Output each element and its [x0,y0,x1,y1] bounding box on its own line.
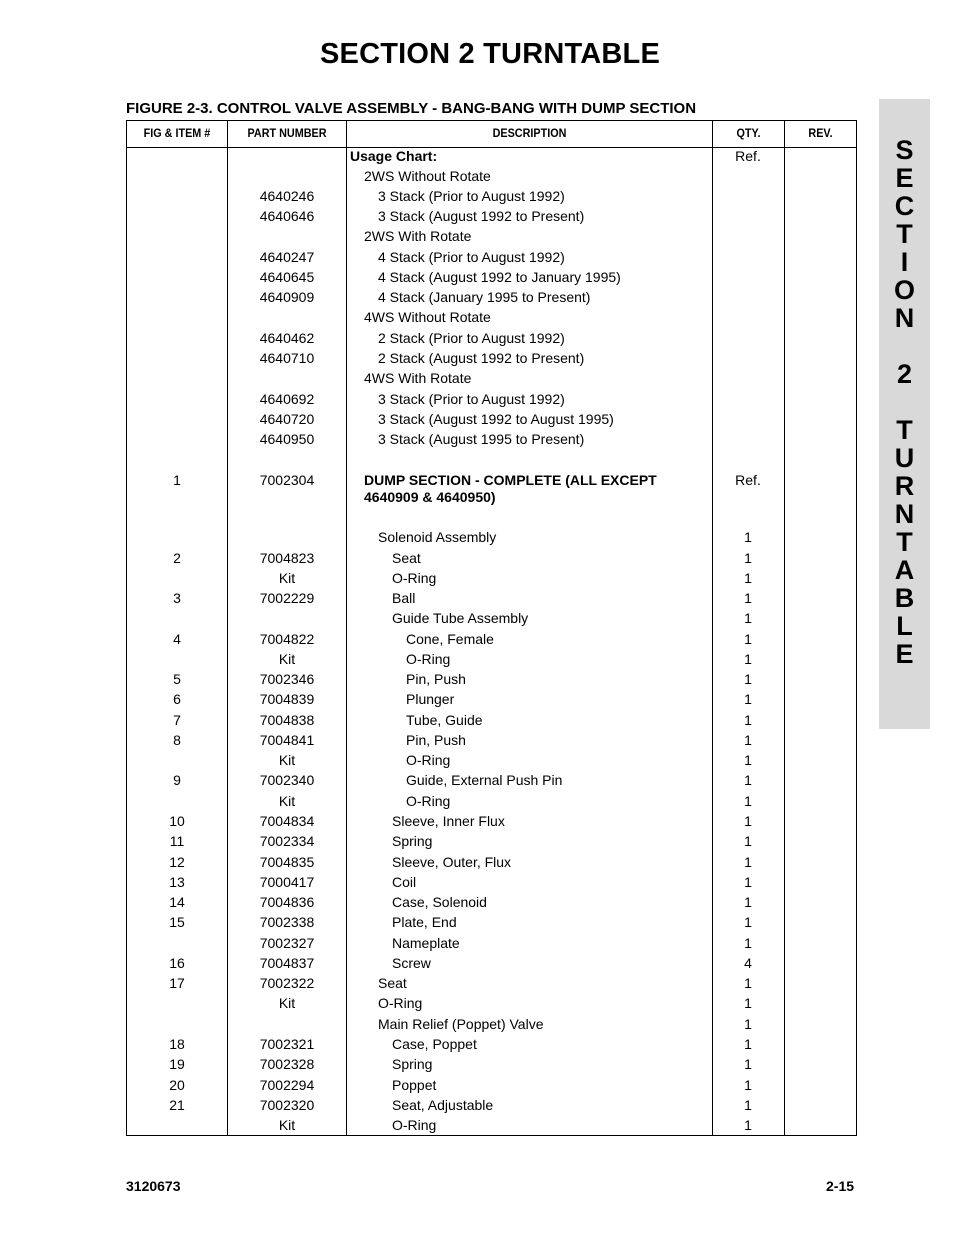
description-cell: DUMP SECTION - COMPLETE (ALL EXCEPT [364,472,657,488]
part-number-cell: 4640645 [259,269,315,285]
description-cell: Sleeve, Outer, Flux [392,854,512,870]
qty-cell: 1 [744,1077,752,1093]
fig-item-cell: 11 [169,833,185,849]
table-row [127,1117,856,1137]
description-cell: Coil [392,874,417,890]
table-row [127,472,856,505]
table-row [127,833,856,853]
description-cell: 4 Stack (Prior to August 1992) [378,249,565,265]
description-cell: Solenoid Assembly [378,529,497,545]
part-number-cell: 7002304 [259,472,315,488]
fig-item-cell: 21 [169,1097,185,1113]
description-cell: 4WS With Rotate [364,370,472,386]
table-row [127,1097,856,1117]
fig-item-cell: 7 [173,712,181,728]
fig-item-cell: 18 [169,1036,185,1052]
description-cell: Plunger [406,691,455,707]
fig-item-cell: 15 [169,914,185,930]
side-tab-letter: A [894,555,915,585]
table-row [127,370,856,390]
table-row [127,269,856,289]
table-row [127,914,856,934]
qty-cell: 1 [744,833,752,849]
part-number-cell: 7002346 [259,671,315,687]
qty-cell: Ref. [735,472,761,488]
figure-title: FIGURE 2-3. CONTROL VALVE ASSEMBLY - BANG-BANG WITH DUMP SECTION [126,100,697,117]
part-number-cell: 7004837 [259,955,315,971]
description-cell: Spring [392,1056,433,1072]
description-cell: 3 Stack (August 1995 to Present) [378,431,585,447]
part-number-cell: 4640950 [259,431,315,447]
qty-cell: 1 [744,914,752,930]
side-tab-letter: I [900,247,909,277]
fig-item-cell: 13 [169,874,185,890]
description-cell-continued: 4640909 & 4640950) [364,489,496,505]
description-cell: Seat [392,550,421,566]
side-tab-letter: T [896,219,913,249]
description-cell: 2WS Without Rotate [364,168,491,184]
table-row [127,590,856,610]
fig-item-cell: 14 [169,894,185,910]
fig-item-cell: 2 [173,550,181,566]
fig-item-cell: 3 [173,590,181,606]
description-cell: Seat [378,975,407,991]
side-tab-letter: 2 [896,359,913,389]
fig-item-cell: 6 [173,691,181,707]
table-row [127,975,856,995]
part-number-cell: 4640692 [259,391,315,407]
table-row [127,228,856,248]
header-rev: REV. [808,126,833,140]
table-row [127,1056,856,1076]
qty-cell: 1 [744,712,752,728]
part-number-cell: Kit [278,651,296,667]
description-cell: Case, Solenoid [392,894,487,910]
description-cell: O-Ring [406,651,451,667]
qty-cell: 1 [744,671,752,687]
table-row [127,752,856,772]
part-number-cell: Kit [278,570,296,586]
table-row [127,1036,856,1056]
table-row [127,168,856,188]
table-row [127,1077,856,1097]
part-number-cell: 7004839 [259,691,315,707]
side-tab-letter: T [896,415,913,445]
document-number: 3120673 [126,1178,181,1194]
part-number-cell: 7004822 [259,631,315,647]
qty-cell: 1 [744,631,752,647]
page-number: 2-15 [826,1178,855,1194]
header-part-number: PART NUMBER [247,126,327,140]
qty-cell: 1 [744,813,752,829]
qty-cell: 1 [744,651,752,667]
table-row [127,148,856,168]
qty-cell: 1 [744,793,752,809]
description-cell: 2 Stack (Prior to August 1992) [378,330,565,346]
table-row [127,691,856,711]
side-tab-letter: L [896,611,913,641]
table-row [127,874,856,894]
fig-item-cell: 9 [173,772,181,788]
side-tab-letter: E [895,163,914,193]
table-row [127,935,856,955]
part-number-cell: 7000417 [259,874,315,890]
qty-cell: 1 [744,1036,752,1052]
part-number-cell: 4640462 [259,330,315,346]
side-tab-letter: R [894,471,915,501]
fig-item-cell: 19 [169,1056,185,1072]
qty-cell: 1 [744,691,752,707]
part-number-cell: 7004834 [259,813,315,829]
fig-item-cell: 1 [173,472,181,488]
parts-table [126,120,857,1136]
section-side-tab [879,99,930,729]
part-number-cell: 7004835 [259,854,315,870]
fig-item-cell: 16 [169,955,185,971]
fig-item-cell: 17 [169,975,185,991]
part-number-cell: 7002321 [259,1036,315,1052]
part-number-cell: 4640720 [259,411,315,427]
table-row [127,188,856,208]
side-tab-letter: S [895,135,914,165]
qty-cell: 1 [744,590,752,606]
description-cell: 4WS Without Rotate [364,309,491,325]
part-number-cell: 7002340 [259,772,315,788]
description-cell: O-Ring [392,1117,437,1133]
part-number-cell: Kit [278,995,296,1011]
qty-cell: 1 [744,995,752,1011]
qty-cell: 4 [744,955,752,971]
table-row [127,732,856,752]
description-cell: Cone, Female [406,631,494,647]
part-number-cell: 7004838 [259,712,315,728]
part-number-cell: 4640246 [259,188,315,204]
table-row [127,651,856,671]
table-row [127,610,856,630]
part-number-cell: 7002334 [259,833,315,849]
table-row [127,289,856,309]
qty-cell: 1 [744,752,752,768]
description-cell: Nameplate [392,935,460,951]
part-number-cell: 7002338 [259,914,315,930]
fig-item-cell: 8 [173,732,181,748]
description-cell: Pin, Push [406,671,466,687]
description-cell: 3 Stack (Prior to August 1992) [378,188,565,204]
description-cell: 2WS With Rotate [364,228,472,244]
part-number-cell: 7004841 [259,732,315,748]
description-cell: 2 Stack (August 1992 to Present) [378,350,585,366]
fig-item-cell: 12 [169,854,185,870]
qty-cell: 1 [744,772,752,788]
section-title: SECTION 2 TURNTABLE [320,38,660,70]
table-row [127,391,856,411]
part-number-cell: 4640710 [259,350,315,366]
qty-cell: 1 [744,1097,752,1113]
header-fig-item: FIG & ITEM # [143,126,211,140]
description-cell: Main Relief (Poppet) Valve [378,1016,544,1032]
part-number-cell: 7002229 [259,590,315,606]
qty-cell: 1 [744,570,752,586]
description-cell: 3 Stack (August 1992 to August 1995) [378,411,614,427]
table-row [127,309,856,329]
header-description: DESCRIPTION [492,126,567,140]
description-cell: Spring [392,833,433,849]
part-number-cell: Kit [278,793,296,809]
part-number-cell: 7004823 [259,550,315,566]
part-number-cell: 7002327 [259,935,315,951]
table-row [127,350,856,370]
qty-cell: 1 [744,550,752,566]
description-cell: O-Ring [406,793,451,809]
header-qty: QTY. [736,126,761,140]
fig-item-cell: 5 [173,671,181,687]
description-cell: Case, Poppet [392,1036,477,1052]
part-number-cell: 7002328 [259,1056,315,1072]
table-row [127,330,856,350]
fig-item-cell: 20 [169,1077,185,1093]
table-row [127,411,856,431]
part-number-cell: 4640247 [259,249,315,265]
table-row [127,570,856,590]
table-row [127,631,856,651]
table-row [127,431,856,451]
fig-item-cell: 4 [173,631,181,647]
description-cell: Seat, Adjustable [392,1097,494,1113]
side-tab-letter: N [894,499,915,529]
description-cell: Poppet [392,1077,437,1093]
qty-cell: 1 [744,1056,752,1072]
table-row [127,955,856,975]
part-number-cell: Kit [278,752,296,768]
description-cell: 4 Stack (January 1995 to Present) [378,289,591,305]
table-row [127,208,856,228]
qty-cell: 1 [744,732,752,748]
qty-cell: 1 [744,874,752,890]
description-cell: O-Ring [378,995,423,1011]
description-cell: Pin, Push [406,732,466,748]
description-cell: Ball [392,590,416,606]
side-tab-letter: T [896,527,913,557]
description-cell: O-Ring [392,570,437,586]
table-row [127,854,856,874]
side-tab-letter: B [894,583,915,613]
qty-cell: 1 [744,894,752,910]
table-row [127,712,856,732]
description-cell: Usage Chart: [350,148,438,164]
table-row [127,1016,856,1036]
table-row [127,772,856,792]
qty-cell: 1 [744,935,752,951]
table-row [127,671,856,691]
part-number-cell: 4640909 [259,289,315,305]
table-row [127,894,856,914]
qty-cell: 1 [744,975,752,991]
side-tab-letter: E [895,639,914,669]
description-cell: O-Ring [406,752,451,768]
part-number-cell: 7002320 [259,1097,315,1113]
part-number-cell: 4640646 [259,208,315,224]
description-cell: Guide, External Push Pin [406,772,563,788]
description-cell: 4 Stack (August 1992 to January 1995) [378,269,621,285]
fig-item-cell: 10 [169,813,185,829]
table-row [127,813,856,833]
side-tab-letter: C [894,191,915,221]
qty-cell: 1 [744,529,752,545]
qty-cell: 1 [744,1016,752,1032]
part-number-cell: 7002294 [259,1077,315,1093]
qty-cell: 1 [744,610,752,626]
description-cell: Guide Tube Assembly [392,610,529,626]
description-cell: Sleeve, Inner Flux [392,813,505,829]
qty-cell: 1 [744,1117,752,1133]
description-cell: 3 Stack (August 1992 to Present) [378,208,585,224]
description-cell: 3 Stack (Prior to August 1992) [378,391,565,407]
description-cell: Plate, End [392,914,457,930]
table-row [127,249,856,269]
side-tab-letter: O [893,275,915,305]
qty-cell: 1 [744,854,752,870]
description-cell: Tube, Guide [406,712,483,728]
table-row [127,793,856,813]
part-number-cell: 7002322 [259,975,315,991]
description-cell: Screw [392,955,431,971]
table-row [127,550,856,570]
side-tab-letter: U [894,443,915,473]
part-number-cell: Kit [278,1117,296,1133]
part-number-cell: 7004836 [259,894,315,910]
table-row [127,529,856,549]
table-row [127,995,856,1015]
side-tab-letter: N [894,303,915,333]
qty-cell: Ref. [735,148,761,164]
